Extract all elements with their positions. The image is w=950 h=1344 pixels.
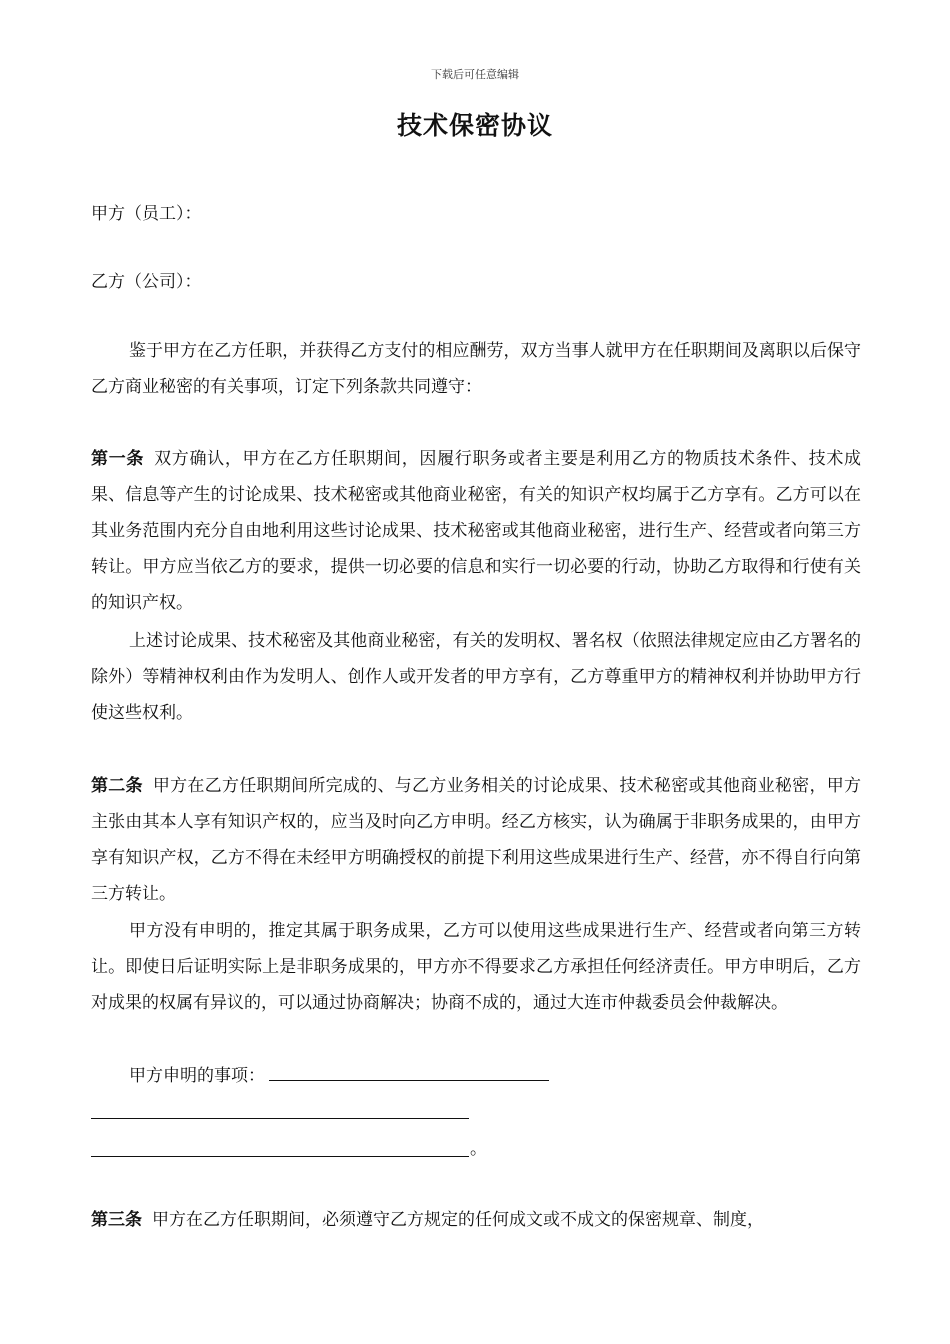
party-b-line: 乙方（公司）： [91,272,202,292]
article-2-label: 第二条 [91,776,143,796]
declaration-blank-2[interactable] [91,1100,469,1119]
article-3-text: 甲方在乙方任职期间，必须遵守乙方规定的任何成文或不成文的保密规章、制度， [152,1210,764,1230]
article-3-label: 第三条 [91,1210,142,1230]
party-a-line: 甲方（员工）： [91,204,202,224]
document-title: 技术保密协议 [396,111,553,140]
header-note: 下载后可任意编辑 [431,68,519,81]
article-1-paragraph-1 [91,441,861,621]
article-3-paragraph-1 [91,1202,861,1238]
article-2-paragraph-1 [91,768,861,912]
article-2-paragraph-2: 甲方没有申明的，推定其属于职务成果，乙方可以使用这些成果进行生产、经营或者向第三方转让。即使日后证明实际上是非职务成果的，甲方亦不得要求乙方承担任何经济责任。甲方申明后，乙方对成果的权属有异议的，可以通过协商解决；协商不成的，通过大连市仲裁委员会仲裁解决。 [91,921,861,1013]
declaration-blank-3[interactable] [91,1138,469,1157]
declaration-blank-1[interactable] [269,1062,549,1081]
declaration-label: 甲方申明的事项： [129,1066,265,1086]
declaration-line [91,1058,861,1094]
article-1-label: 第一条 [91,449,145,469]
article-1-text: 双方确认，甲方在乙方任职期间，因履行职务或者主要是利用乙方的物质技术条件、技术成果、信息等产生的讨论成果、技术秘密或其他商业秘密，有关的知识产权均属于乙方享有。乙方可以在其业务范围内充分自由地利用这些讨论成果、技术秘密或其他商业秘密，进行生产、经营或者向第三方转让。甲方应当依乙方的要求，提供一切必要的信息和实行一切必要的行动，协助乙方取得和行使有关的知识产权。 [91,449,862,613]
declaration-end-mark: 。 [470,1139,487,1159]
article-1-paragraph-2: 上述讨论成果、技术秘密及其他商业秘密，有关的发明权、署名权（依照法律规定应由乙方署名的除外）等精神权利由作为发明人、创作人或开发者的甲方享有，乙方尊重甲方的精神权利并协助甲方行使这些权利。 [91,631,861,723]
preamble-paragraph: 鉴于甲方在乙方任职，并获得乙方支付的相应酬劳，双方当事人就甲方在任职期间及离职以后保守乙方商业秘密的有关事项，订定下列条款共同遵守： [91,341,861,397]
article-2-text: 甲方在乙方任职期间所完成的、与乙方业务相关的讨论成果、技术秘密或其他商业秘密，甲方主张由其本人享有知识产权的，应当及时向乙方申明。经乙方核实，认为确属于非职务成果的，由甲方享有知识产权，乙方不得在未经甲方明确授权的前提下利用这些成果进行生产、经营，亦不得自行向第三方转让。 [91,776,862,904]
